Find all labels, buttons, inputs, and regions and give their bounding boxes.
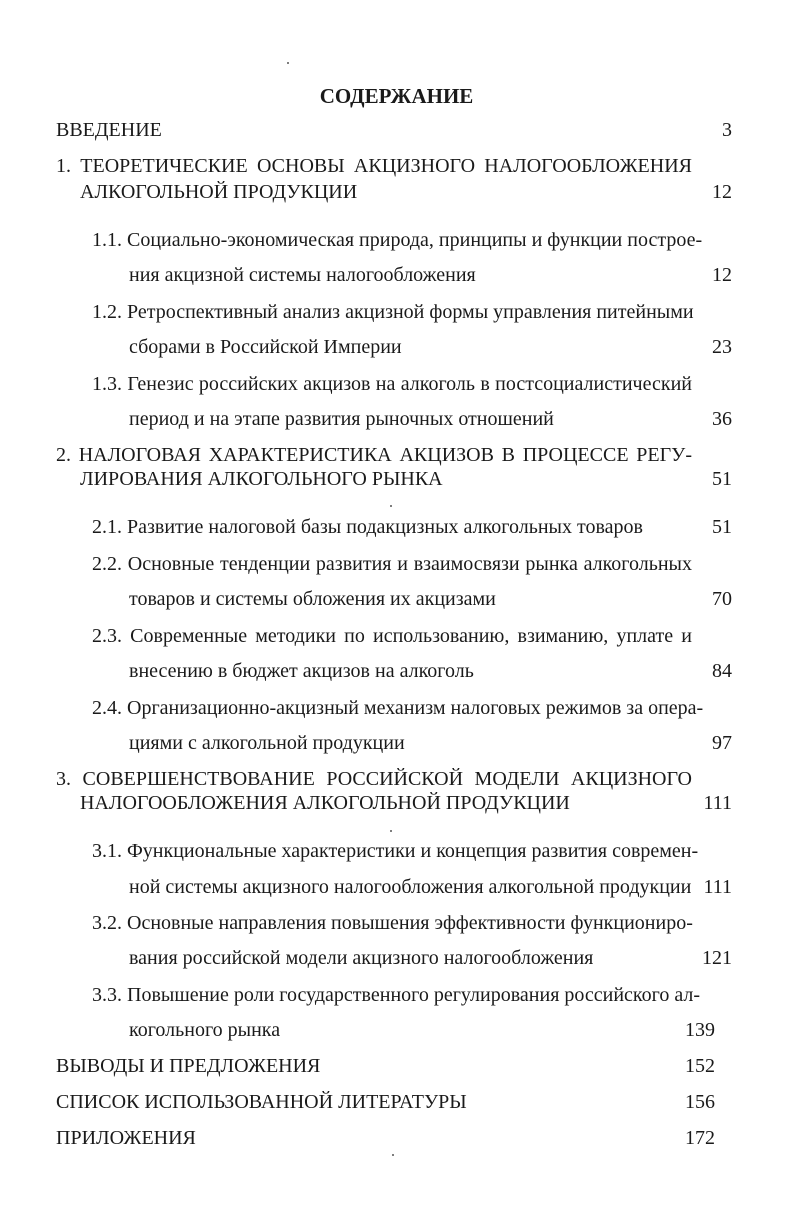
toc-page-number: 36 xyxy=(712,408,732,430)
toc-page-number: 12 xyxy=(712,181,732,203)
toc-entry-text: ПРИЛОЖЕНИЯ xyxy=(56,1127,196,1149)
toc-page-number: 172 xyxy=(685,1127,715,1149)
toc-entry-text: 1.2. Ретроспективный анализ акцизной формы управления питейными xyxy=(92,301,694,323)
toc-entry-text: 2.1. Развитие налоговой базы подакцизных алкогольных товаров xyxy=(92,516,643,538)
toc-entry-text: 1. ТЕОРЕТИЧЕСКИЕ ОСНОВЫ АКЦИЗНОГО НАЛОГООБЛОЖЕНИЯ xyxy=(56,155,692,177)
toc-entry-text: товаров и системы обложения их акцизами xyxy=(129,588,496,610)
scan-speck xyxy=(390,830,392,832)
toc-entry-text: АЛКОГОЛЬНОЙ ПРОДУКЦИИ xyxy=(80,181,358,203)
toc-page-number: 70 xyxy=(712,588,732,610)
toc-entry-text: 3. СОВЕРШЕНСТВОВАНИЕ РОССИЙСКОЙ МОДЕЛИ АКЦИЗНОГО xyxy=(56,768,692,790)
toc-entry-text: когольного рынка xyxy=(129,1019,281,1041)
toc-page-number: 97 xyxy=(712,732,732,754)
scan-speck xyxy=(287,62,289,64)
toc-entry-text: циями с алкогольной продукции xyxy=(129,732,405,754)
toc-entry-text: 3.1. Функциональные характеристики и концепция развития современ- xyxy=(92,840,699,862)
toc-page-number: 84 xyxy=(712,660,732,682)
toc-entry-text: НАЛОГООБЛОЖЕНИЯ АЛКОГОЛЬНОЙ ПРОДУКЦИИ xyxy=(80,792,570,814)
toc-page-number: 51 xyxy=(712,468,732,490)
toc-entry-text: 1.3. Генезис российских акцизов на алкоголь в постсоциалистический xyxy=(92,373,692,395)
toc-entry-text: 3.2. Основные направления повышения эффективности функциониро- xyxy=(92,912,693,934)
toc-page-number: 152 xyxy=(685,1055,715,1077)
toc-entry-text: 2. НАЛОГОВАЯ ХАРАКТЕРИСТИКА АКЦИЗОВ В ПРОЦЕССЕ РЕГУ- xyxy=(56,444,692,466)
toc-page-number: 139 xyxy=(685,1019,715,1041)
toc-page-number: 121 xyxy=(702,947,732,969)
page-title: СОДЕРЖАНИЕ xyxy=(319,84,474,108)
toc-entry-text: ния акцизной системы налогообложения xyxy=(129,264,476,286)
toc-entry-text: 2.3. Современные методики по использованию, взиманию, уплате и xyxy=(92,625,692,647)
toc-entry-text: 2.2. Основные тенденции развития и взаимосвязи рынка алкогольных xyxy=(92,553,692,575)
toc-entry-text: ЛИРОВАНИЯ АЛКОГОЛЬНОГО РЫНКА xyxy=(80,468,443,490)
toc-entry-text: ВВЕДЕНИЕ xyxy=(56,119,162,141)
toc-entry-text: ВЫВОДЫ И ПРЕДЛОЖЕНИЯ xyxy=(56,1055,321,1077)
toc-entry-text: 1.1. Социально-экономическая природа, принципы и функции построе- xyxy=(92,229,703,251)
toc-page-number: 156 xyxy=(685,1091,715,1113)
scan-speck xyxy=(390,505,392,507)
toc-entry-text: внесению в бюджет акцизов на алкоголь xyxy=(129,660,474,682)
toc-page-number: 51 xyxy=(712,516,732,538)
toc-entry-text: вания российской модели акцизного налогообложения xyxy=(129,947,594,969)
toc-entry-text: 2.4. Организационно-акцизный механизм налоговых режимов за опера- xyxy=(92,697,704,719)
toc-entry-text: сборами в Российской Империи xyxy=(129,336,402,358)
toc-entry-text: ной системы акцизного налогообложения алкогольной продукции xyxy=(129,876,692,898)
toc-entry-text: СПИСОК ИСПОЛЬЗОВАННОЙ ЛИТЕРАТУРЫ xyxy=(56,1091,467,1113)
toc-page-number: 12 xyxy=(712,264,732,286)
toc-page-number: 23 xyxy=(712,336,732,358)
toc-page-number: 3 xyxy=(722,119,732,141)
toc-page-number: 111 xyxy=(703,792,732,814)
toc-entry-text: период и на этапе развития рыночных отношений xyxy=(129,408,554,430)
scan-speck xyxy=(392,1154,394,1156)
toc-page-number: 111 xyxy=(703,876,732,898)
toc-entry-text: 3.3. Повышение роли государственного регулирования российского ал- xyxy=(92,984,701,1006)
